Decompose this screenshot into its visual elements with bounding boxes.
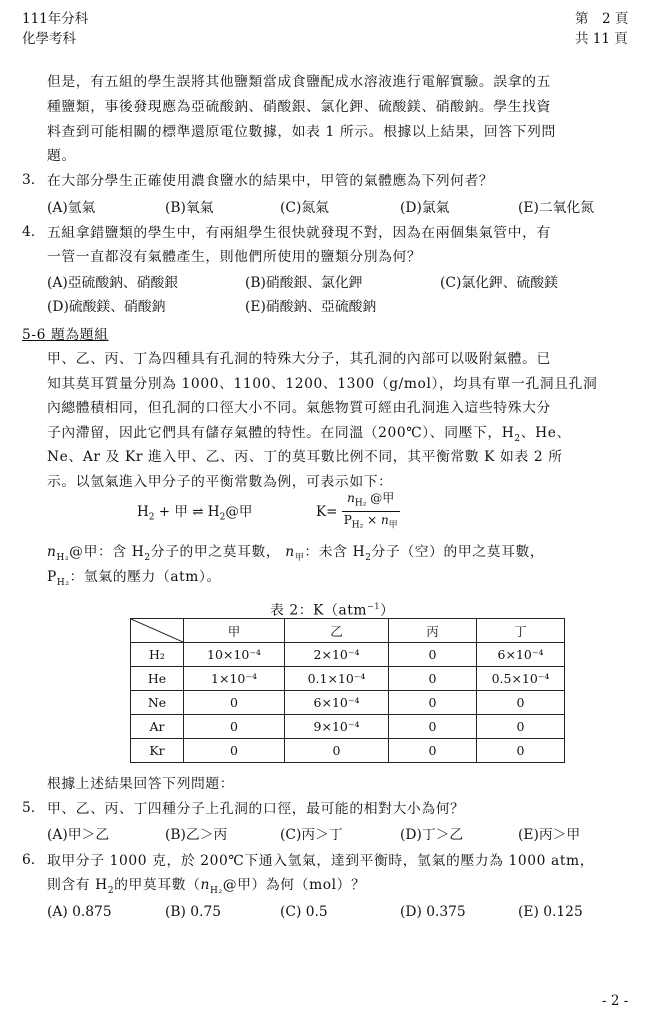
q6-option-a[interactable]: (A) 0.875	[47, 904, 112, 920]
column-header-jia: 甲	[184, 619, 285, 643]
table-cell: 0	[389, 667, 477, 691]
group-line-1: 甲、乙、丙、丁為四種具有孔洞的特殊大分子，其孔洞的內部可以吸附氣體。已	[47, 351, 551, 367]
table-cell: 0.1×10⁻⁴	[285, 667, 389, 691]
footer-page-number: - 2 -	[602, 993, 629, 1009]
row-label: H₂	[131, 643, 184, 667]
group-line-6: 示。以氫氣進入甲分子的平衡常數為例，可表示如下：	[47, 474, 393, 490]
table-cell: 1×10⁻⁴	[184, 667, 285, 691]
q4-option-d[interactable]: (D)硫酸鎂、硝酸鈉	[47, 299, 166, 315]
q3-number: 3.	[22, 172, 36, 188]
group-line-4: 子內滯留，因此它們具有儲存氣體的特性。在同溫（200℃）、同壓下，$H_2$、He、	[47, 425, 571, 444]
intro-line-1: 但是，有五組的學生誤將其他鹽類當成食鹽配成水溶液進行電解實驗。誤拿的五	[47, 74, 551, 90]
header-page-number: 第 2 頁	[575, 11, 629, 27]
q4-number: 4.	[22, 224, 36, 240]
q5-option-a[interactable]: (A)甲＞乙	[47, 827, 110, 843]
q3-option-e[interactable]: (E)二氧化氮	[518, 200, 595, 216]
group-line-2: 知其莫耳質量分別為 1000、1100、1200、1300（g/mol），均具有單一孔洞且孔洞	[47, 376, 598, 392]
table-cell: 0	[389, 739, 477, 763]
q4-option-c[interactable]: (C)氯化鉀、硫酸鎂	[440, 275, 558, 291]
table-cell: 10×10⁻⁴	[184, 643, 285, 667]
table-cell: 2×10⁻⁴	[285, 643, 389, 667]
table-cell: 0.5×10⁻⁴	[477, 667, 565, 691]
q3-option-d[interactable]: (D)氯氣	[400, 200, 450, 216]
table-cell: 0	[389, 715, 477, 739]
equilibrium-equation: $H_2$ + 甲 ⇌ $H_2@$甲	[137, 504, 253, 523]
q5-option-b[interactable]: (B)乙＞丙	[165, 827, 228, 843]
column-header-yi: 乙	[285, 619, 389, 643]
table-cell: 0	[389, 643, 477, 667]
table-cell: 0	[477, 691, 565, 715]
table-cell: 0	[389, 691, 477, 715]
intro-line-2: 種鹽類，事後發現應為亞硫酸鈉、硝酸銀、氯化鉀、硫酸鎂、硝酸鈉。學生找資	[47, 99, 551, 115]
row-label: He	[131, 667, 184, 691]
q5-text: 甲、乙、丙、丁四種分子上孔洞的口徑，最可能的相對大小為何？	[47, 801, 465, 817]
header-total-pages: 共 11 頁	[575, 31, 628, 47]
q6-option-c[interactable]: (C) 0.5	[280, 904, 328, 920]
header-year-subject: 111年分科	[22, 11, 89, 27]
row-label: Ne	[131, 691, 184, 715]
row-label: Kr	[131, 739, 184, 763]
table-cell: 6×10⁻⁴	[477, 643, 565, 667]
q4-line-2: 一管一直都沒有氣體產生，則他們所使用的鹽類分別為何？	[47, 249, 422, 265]
table-2	[130, 618, 565, 763]
q4-option-e[interactable]: (E)硝酸鈉、亞硫酸鈉	[245, 299, 377, 315]
group-line-5: Ne、Ar 及 Kr 進入甲、乙、丙、丁的莫耳數比例不同，其平衡常數 K 如表 2 所	[47, 449, 563, 465]
q4-option-b[interactable]: (B)硝酸銀、氯化鉀	[245, 275, 363, 291]
diagonal-line	[131, 619, 183, 642]
after-table-text: 根據上述結果回答下列問題：	[47, 776, 235, 792]
q3-option-a[interactable]: (A)氫氣	[47, 200, 96, 216]
q4-option-a[interactable]: (A)亞硫酸鈉、硝酸銀	[47, 275, 179, 291]
table-cell: 0	[184, 715, 285, 739]
intro-line-4: 題。	[47, 148, 76, 164]
definition-line-1: $n_{H_2}@$甲：含 $H_2$分子的甲之莫耳數， $n_甲$：未含 $H_2$分子（空）的甲之莫耳數，	[47, 544, 545, 563]
table-row	[131, 643, 565, 667]
header-exam-name: 化學考科	[22, 31, 76, 47]
definition-line-2: $P_{H_2}$：氫氣的壓力（atm）。	[47, 569, 221, 588]
q5-number: 5.	[22, 800, 36, 816]
table-cell: 0	[184, 691, 285, 715]
q6-option-e[interactable]: (E) 0.125	[518, 904, 583, 920]
k-fraction: $\frac{n_{H_2} @甲}{P_{H_2} \times n_甲}$	[343, 491, 398, 531]
q6-option-d[interactable]: (D) 0.375	[400, 904, 466, 920]
q5-option-d[interactable]: (D)丁＞乙	[400, 827, 464, 843]
table-corner-cell	[131, 619, 184, 643]
table-cell: 0	[184, 739, 285, 763]
q3-option-c[interactable]: (C)氮氣	[280, 200, 329, 216]
table-row	[131, 739, 565, 763]
column-header-ding: 丁	[477, 619, 565, 643]
table-cell: 9×10⁻⁴	[285, 715, 389, 739]
column-header-bing: 丙	[389, 619, 477, 643]
intro-line-3: 料查到可能相關的標準還原電位數據，如表 1 所示。根據以上結果，回答下列問	[47, 124, 556, 140]
equilibrium-constant-expression: K= $\frac{n_{H_2} @甲}{P_{H_2} \times n_甲}$	[316, 490, 400, 534]
group-title: 5-6 題為題組	[22, 327, 109, 343]
q3-text: 在大部分學生正確使用濃食鹽水的結果中，甲管的氣體應為下列何者？	[47, 173, 494, 189]
table-cell: 0	[477, 739, 565, 763]
q6-line-2: 則含有 $H_2$的甲莫耳數（$n_{H_2}@$甲）為何（mol）？	[47, 877, 366, 896]
q6-line-1: 取甲分子 1000 克，於 200℃下通入氫氣，達到平衡時，氫氣的壓力為 1000 atm，	[47, 853, 595, 869]
q3-option-b[interactable]: (B)氧氣	[165, 200, 214, 216]
table-row	[131, 667, 565, 691]
table-2-caption: 表 2：K（atm$^{-1}$）	[270, 602, 395, 619]
q5-option-c[interactable]: (C)丙＞丁	[280, 827, 343, 843]
q5-option-e[interactable]: (E)丙＞甲	[518, 827, 581, 843]
table-cell: 0	[477, 715, 565, 739]
q4-line-1: 五組拿錯鹽類的學生中，有兩組學生很快就發現不對，因為在兩個集氣管中，有	[47, 225, 551, 241]
table-cell: 6×10⁻⁴	[285, 691, 389, 715]
q6-number: 6.	[22, 852, 36, 868]
q6-option-b[interactable]: (B) 0.75	[165, 904, 222, 920]
group-line-3: 內總體積相同，但孔洞的口徑大小不同。氣態物質可經由孔洞進入這些特殊大分	[47, 400, 551, 416]
table-cell: 0	[285, 739, 389, 763]
table-row	[131, 715, 565, 739]
row-label: Ar	[131, 715, 184, 739]
table-row	[131, 691, 565, 715]
table-header-row	[131, 619, 565, 643]
